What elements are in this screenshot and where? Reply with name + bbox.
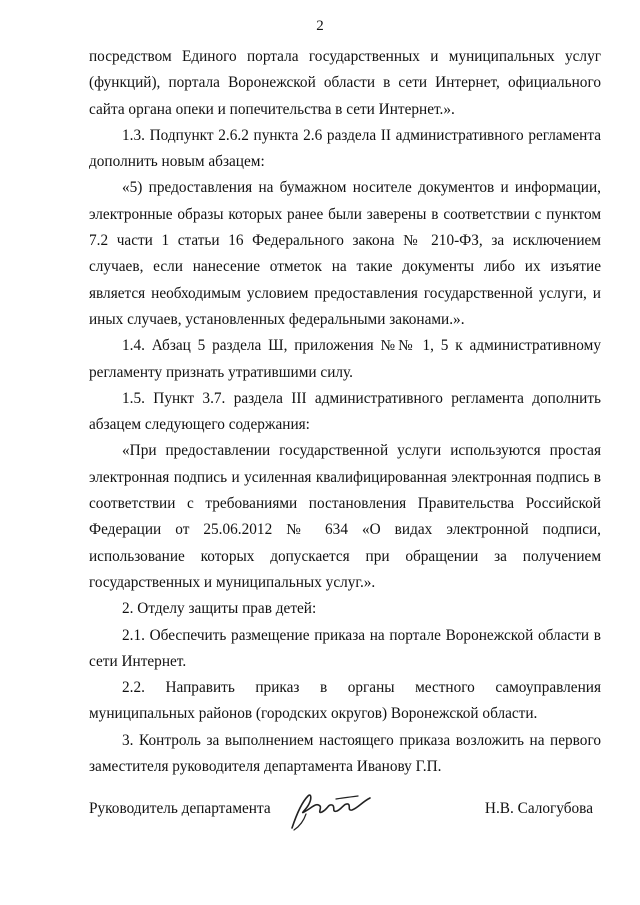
document-body — [89, 44, 601, 780]
paragraph-item-1-4: 1.4. Абзац 5 раздела Ш, приложения №№ 1, 5 к административному регламенту признать утратившими силу. — [89, 337, 601, 381]
paragraph-quote-signature: «При предоставлении государственной услуги используются простая электронная подпись и усиленная квалифицированная электронная подпись в соответствии с требованиями постановления Правительства Российской Федерации от 25.06.2012 № 634 «О видах электронной подписи, использование которых допускается при обращении за получением государственных и муниципальных услуг.». — [89, 442, 601, 591]
signature-block — [89, 792, 601, 842]
paragraph-item-2-1: 2.1. Обеспечить размещение приказа на портале Воронежской области в сети Интернет. — [89, 626, 601, 670]
paragraph-item-2: 2. Отделу защиты прав детей: — [122, 600, 317, 618]
paragraph-item-1-5: 1.5. Пункт 3.7. раздела III административного регламента дополнить абзацем следующего содержания: — [89, 389, 601, 434]
paragraph-item-1-3: 1.3. Подпункт 2.6.2 пункта 2.6 раздела II административного регламента дополнить новым абзацем: — [89, 126, 601, 171]
paragraph-quote-item-5: «5) предоставления на бумажном носителе документов и информации, электронные образы которых ранее были заверены в соответствии с пунктом 7.2 части 1 статьи 16 Федерального закона № 210-ФЗ, за исключением случаев, если нанесение отметок на такие документы либо их изъятие является необходимым условием предоставления государственной услуги, и иных случаев, установленных федеральными законами.». — [89, 179, 601, 328]
paragraph-continuation: посредством Единого портала государственных и муниципальных услуг (функций), портала Воронежской области в сети Интернет, официального сайта органа опеки и попечительства в сети Интернет.». — [89, 48, 601, 118]
signatory-title: Руководитель департамента — [89, 800, 271, 817]
page-number: 2 — [316, 18, 324, 34]
paragraph-item-3: 3. Контроль за выполнением настоящего приказа возложить на первого заместителя руководителя департамента Иванову Г.П. — [89, 731, 601, 776]
signatory-name: Н.В. Салогубова — [484, 800, 593, 817]
paragraph-item-2-2: 2.2. Направить приказ в органы местного самоуправления муниципальных районов (городских округов) Воронежской области. — [89, 679, 601, 723]
handwritten-signature — [284, 790, 380, 834]
